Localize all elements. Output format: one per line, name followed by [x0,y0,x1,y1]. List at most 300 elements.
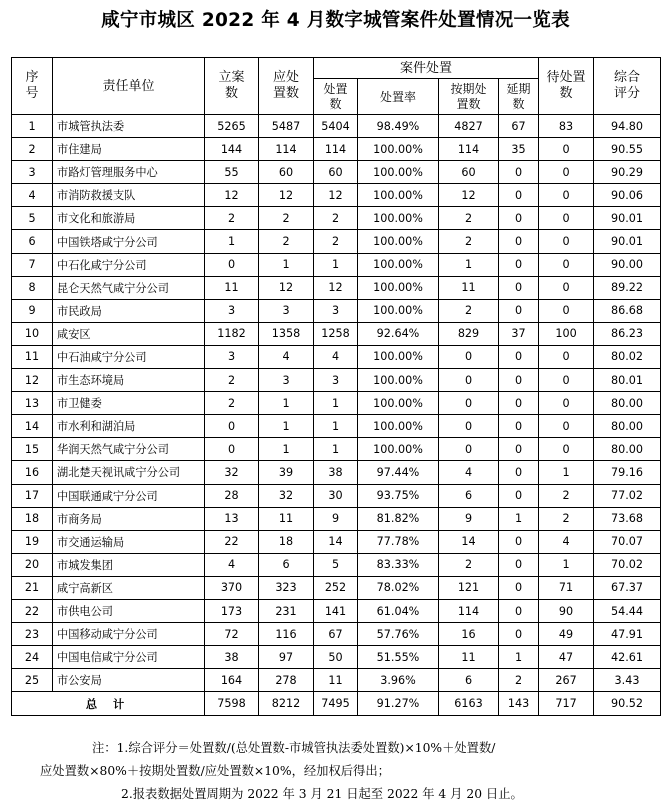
cell-unit: 中国电信咸宁分公司 [53,646,205,669]
cell-handled: 114 [314,138,358,161]
cell-pending: 1 [539,461,594,484]
cell-seq: 8 [12,276,53,299]
cell-handled: 12 [314,184,358,207]
cell-rate: 100.00% [358,184,439,207]
total-filed: 7598 [205,692,259,716]
cell-ontime: 4 [439,461,499,484]
cell-delayed: 2 [499,669,539,692]
cell-handled: 1258 [314,322,358,345]
total-delayed: 143 [499,692,539,716]
cell-seq: 15 [12,438,53,461]
cell-unit: 华润天然气咸宁分公司 [53,438,205,461]
cell-handled: 14 [314,530,358,553]
cell-seq: 2 [12,138,53,161]
header-delayed: 延期数 [499,79,539,115]
cell-filed: 144 [205,138,259,161]
cell-ontime: 14 [439,530,499,553]
cell-delayed: 0 [499,161,539,184]
cell-ontime: 2 [439,299,499,322]
cell-seq: 12 [12,369,53,392]
cell-handled: 252 [314,576,358,599]
table-row [12,276,661,299]
cell-pending: 90 [539,599,594,622]
cell-pending: 0 [539,184,594,207]
cell-due: 18 [259,530,314,553]
cell-handled: 1 [314,438,358,461]
cell-due: 1 [259,438,314,461]
cell-seq: 23 [12,623,53,646]
cell-delayed: 1 [499,646,539,669]
cell-rate: 100.00% [358,345,439,368]
cell-filed: 1182 [205,322,259,345]
cell-score: 80.01 [594,369,661,392]
cell-due: 1 [259,253,314,276]
cell-pending: 4 [539,530,594,553]
cell-score: 80.00 [594,415,661,438]
cell-seq: 19 [12,530,53,553]
table-row [12,484,661,507]
cell-ontime: 16 [439,623,499,646]
cell-filed: 0 [205,438,259,461]
cell-filed: 2 [205,369,259,392]
cell-score: 90.01 [594,230,661,253]
table-row [12,345,661,368]
cell-unit: 市生态环境局 [53,369,205,392]
cell-delayed: 0 [499,184,539,207]
cell-filed: 32 [205,461,259,484]
header-due: 应处置数 [259,58,314,115]
cell-unit: 市城发集团 [53,553,205,576]
cell-due: 231 [259,599,314,622]
cell-seq: 10 [12,322,53,345]
cell-seq: 3 [12,161,53,184]
cell-score: 90.06 [594,184,661,207]
cell-filed: 164 [205,669,259,692]
cell-rate: 100.00% [358,138,439,161]
cell-delayed: 0 [499,276,539,299]
cell-score: 86.68 [594,299,661,322]
cell-score: 77.02 [594,484,661,507]
cell-score: 80.02 [594,345,661,368]
cell-ontime: 2 [439,230,499,253]
header-pending: 待处置数 [539,58,594,115]
cell-rate: 100.00% [358,253,439,276]
cell-delayed: 67 [499,115,539,138]
cell-seq: 17 [12,484,53,507]
cell-ontime: 0 [439,392,499,415]
cell-unit: 中石化咸宁分公司 [53,253,205,276]
footnotes [40,737,665,806]
cell-delayed: 0 [499,345,539,368]
cell-handled: 3 [314,369,358,392]
cell-score: 73.68 [594,507,661,530]
cell-seq: 13 [12,392,53,415]
header-ontime: 按期处置数 [439,79,499,115]
cell-filed: 28 [205,484,259,507]
table-row [12,553,661,576]
cell-handled: 2 [314,230,358,253]
cell-delayed: 35 [499,138,539,161]
cell-score: 90.55 [594,138,661,161]
cell-seq: 20 [12,553,53,576]
cell-handled: 12 [314,276,358,299]
cell-unit: 湖北楚天视讯咸宁分公司 [53,461,205,484]
cell-filed: 13 [205,507,259,530]
cell-rate: 81.82% [358,507,439,530]
cell-rate: 100.00% [358,438,439,461]
cell-ontime: 0 [439,415,499,438]
cell-seq: 25 [12,669,53,692]
cell-score: 79.16 [594,461,661,484]
table-row [12,623,661,646]
cell-handled: 4 [314,345,358,368]
table-row [12,438,661,461]
cell-unit: 中国联通咸宁分公司 [53,484,205,507]
cell-rate: 100.00% [358,299,439,322]
cell-delayed: 0 [499,392,539,415]
cell-pending: 71 [539,576,594,599]
cell-ontime: 2 [439,553,499,576]
cell-due: 97 [259,646,314,669]
cell-seq: 21 [12,576,53,599]
cell-rate: 78.02% [358,576,439,599]
cell-handled: 1 [314,392,358,415]
cell-due: 1 [259,392,314,415]
table-row [12,369,661,392]
cell-due: 11 [259,507,314,530]
cell-ontime: 6 [439,484,499,507]
cell-seq: 7 [12,253,53,276]
cell-unit: 市卫健委 [53,392,205,415]
total-ontime: 6163 [439,692,499,716]
case-table [11,57,661,716]
cell-score: 67.37 [594,576,661,599]
cell-due: 1 [259,415,314,438]
cell-unit: 市城管执法委 [53,115,205,138]
cell-unit: 咸安区 [53,322,205,345]
header-unit: 责任单位 [53,58,205,115]
cell-seq: 22 [12,599,53,622]
cell-pending: 267 [539,669,594,692]
table-row [12,161,661,184]
cell-due: 278 [259,669,314,692]
cell-filed: 0 [205,415,259,438]
cell-pending: 0 [539,161,594,184]
cell-filed: 72 [205,623,259,646]
cell-unit: 市路灯管理服务中心 [53,161,205,184]
cell-due: 2 [259,207,314,230]
cell-pending: 2 [539,484,594,507]
cell-delayed: 0 [499,207,539,230]
cell-rate: 97.44% [358,461,439,484]
cell-ontime: 114 [439,599,499,622]
cell-pending: 0 [539,369,594,392]
total-label: 总 计 [12,692,205,716]
cell-delayed: 0 [499,484,539,507]
cell-filed: 55 [205,161,259,184]
cell-score: 90.00 [594,253,661,276]
cell-rate: 57.76% [358,623,439,646]
cell-rate: 3.96% [358,669,439,692]
cell-pending: 2 [539,507,594,530]
cell-seq: 14 [12,415,53,438]
cell-seq: 5 [12,207,53,230]
table-row [12,507,661,530]
cell-seq: 24 [12,646,53,669]
cell-rate: 77.78% [358,530,439,553]
cell-score: 3.43 [594,669,661,692]
cell-pending: 49 [539,623,594,646]
cell-due: 323 [259,576,314,599]
cell-pending: 0 [539,299,594,322]
cell-filed: 2 [205,207,259,230]
cell-due: 12 [259,276,314,299]
cell-rate: 83.33% [358,553,439,576]
cell-seq: 11 [12,345,53,368]
cell-handled: 11 [314,669,358,692]
cell-score: 86.23 [594,322,661,345]
cell-seq: 18 [12,507,53,530]
cell-due: 6 [259,553,314,576]
cell-seq: 6 [12,230,53,253]
cell-score: 94.80 [594,115,661,138]
cell-handled: 1 [314,415,358,438]
cell-due: 3 [259,299,314,322]
header-case-group: 案件处置 [314,58,539,79]
cell-unit: 中石油咸宁分公司 [53,345,205,368]
cell-delayed: 1 [499,507,539,530]
cell-pending: 0 [539,230,594,253]
cell-due: 60 [259,161,314,184]
cell-delayed: 0 [499,415,539,438]
cell-rate: 92.64% [358,322,439,345]
cell-handled: 141 [314,599,358,622]
total-pending: 717 [539,692,594,716]
cell-unit: 中国移动咸宁分公司 [53,623,205,646]
cell-delayed: 0 [499,599,539,622]
cell-unit: 市公安局 [53,669,205,692]
cell-delayed: 0 [499,253,539,276]
cell-seq: 4 [12,184,53,207]
cell-delayed: 0 [499,369,539,392]
cell-score: 89.22 [594,276,661,299]
cell-handled: 2 [314,207,358,230]
cell-ontime: 829 [439,322,499,345]
header-rate: 处置率 [358,79,439,115]
cell-ontime: 11 [439,276,499,299]
table-row [12,669,661,692]
table-row [12,415,661,438]
header-handled: 处置数 [314,79,358,115]
cell-due: 1358 [259,322,314,345]
cell-pending: 83 [539,115,594,138]
cell-pending: 0 [539,392,594,415]
note-line-1: 注：1.综合评分＝处置数/(总处置数-市城管执法委处置数)×10%＋处置数/ [92,741,496,755]
cell-filed: 4 [205,553,259,576]
cell-ontime: 0 [439,438,499,461]
cell-pending: 47 [539,646,594,669]
table-row [12,576,661,599]
cell-ontime: 60 [439,161,499,184]
total-row [12,692,661,716]
cell-rate: 61.04% [358,599,439,622]
table-row [12,253,661,276]
cell-due: 12 [259,184,314,207]
cell-rate: 100.00% [358,207,439,230]
cell-filed: 3 [205,299,259,322]
cell-handled: 3 [314,299,358,322]
cell-pending: 0 [539,345,594,368]
cell-seq: 9 [12,299,53,322]
cell-score: 70.02 [594,553,661,576]
cell-score: 80.00 [594,438,661,461]
cell-unit: 市文化和旅游局 [53,207,205,230]
cell-unit: 昆仑天然气咸宁分公司 [53,276,205,299]
cell-score: 90.29 [594,161,661,184]
cell-ontime: 0 [439,369,499,392]
cell-due: 2 [259,230,314,253]
cell-delayed: 37 [499,322,539,345]
cell-seq: 16 [12,461,53,484]
cell-due: 114 [259,138,314,161]
cell-ontime: 114 [439,138,499,161]
cell-ontime: 4827 [439,115,499,138]
table-row [12,115,661,138]
cell-pending: 0 [539,276,594,299]
cell-ontime: 0 [439,345,499,368]
total-handled: 7495 [314,692,358,716]
cell-pending: 0 [539,138,594,161]
cell-unit: 中国铁塔咸宁分公司 [53,230,205,253]
cell-filed: 38 [205,646,259,669]
cell-unit: 咸宁高新区 [53,576,205,599]
cell-filed: 11 [205,276,259,299]
cell-filed: 12 [205,184,259,207]
cell-pending: 1 [539,553,594,576]
cell-rate: 100.00% [358,161,439,184]
cell-unit: 市住建局 [53,138,205,161]
cell-filed: 0 [205,253,259,276]
note-line-3: 2.报表数据处置周期为 2022 年 3 月 21 日起至 2022 年 4 月 20 日止。 [121,787,523,801]
cell-rate: 100.00% [358,276,439,299]
cell-filed: 5265 [205,115,259,138]
cell-score: 90.01 [594,207,661,230]
cell-delayed: 0 [499,576,539,599]
cell-filed: 1 [205,230,259,253]
cell-handled: 67 [314,623,358,646]
cell-filed: 370 [205,576,259,599]
cell-handled: 50 [314,646,358,669]
cell-handled: 60 [314,161,358,184]
cell-delayed: 0 [499,230,539,253]
cell-due: 116 [259,623,314,646]
cell-handled: 30 [314,484,358,507]
total-score: 90.52 [594,692,661,716]
cell-pending: 0 [539,253,594,276]
cell-delayed: 0 [499,299,539,322]
cell-pending: 0 [539,207,594,230]
header-filed: 立案数 [205,58,259,115]
cell-score: 42.61 [594,646,661,669]
cell-rate: 100.00% [358,415,439,438]
cell-delayed: 0 [499,461,539,484]
cell-unit: 市商务局 [53,507,205,530]
cell-filed: 173 [205,599,259,622]
cell-due: 39 [259,461,314,484]
cell-score: 47.91 [594,623,661,646]
cell-unit: 市消防救援支队 [53,184,205,207]
cell-ontime: 11 [439,646,499,669]
cell-due: 32 [259,484,314,507]
cell-due: 3 [259,369,314,392]
header-score: 综合评分 [594,58,661,115]
total-due: 8212 [259,692,314,716]
cell-handled: 5 [314,553,358,576]
cell-unit: 市交通运输局 [53,530,205,553]
cell-handled: 38 [314,461,358,484]
cell-pending: 100 [539,322,594,345]
cell-delayed: 0 [499,623,539,646]
cell-score: 80.00 [594,392,661,415]
cell-unit: 市供电公司 [53,599,205,622]
note-line-2: 应处置数×80%＋按期处置数/应处置数×10%，经加权后得出； [40,764,390,778]
cell-pending: 0 [539,415,594,438]
cell-filed: 2 [205,392,259,415]
cell-ontime: 6 [439,669,499,692]
page-title: 咸宁市城区 2022 年 4 月数字城管案件处置情况一览表 [101,10,570,31]
cell-ontime: 9 [439,507,499,530]
cell-unit: 市水利和湖泊局 [53,415,205,438]
cell-delayed: 0 [499,530,539,553]
cell-filed: 22 [205,530,259,553]
cell-ontime: 2 [439,207,499,230]
cell-rate: 98.49% [358,115,439,138]
cell-due: 5487 [259,115,314,138]
table-row [12,138,661,161]
cell-rate: 93.75% [358,484,439,507]
cell-seq: 1 [12,115,53,138]
header-seq: 序号 [12,58,53,115]
table-row [12,530,661,553]
cell-rate: 100.00% [358,230,439,253]
total-rate: 91.27% [358,692,439,716]
table-row [12,299,661,322]
cell-rate: 100.00% [358,392,439,415]
cell-score: 70.07 [594,530,661,553]
cell-delayed: 0 [499,438,539,461]
cell-pending: 0 [539,438,594,461]
table-row [12,392,661,415]
cell-filed: 3 [205,345,259,368]
table-row [12,230,661,253]
table-row [12,184,661,207]
cell-score: 54.44 [594,599,661,622]
cell-ontime: 12 [439,184,499,207]
cell-rate: 51.55% [358,646,439,669]
table-row [12,599,661,622]
cell-due: 4 [259,345,314,368]
table-row [12,646,661,669]
table-row [12,207,661,230]
table-row [12,461,661,484]
cell-handled: 9 [314,507,358,530]
cell-handled: 1 [314,253,358,276]
cell-ontime: 1 [439,253,499,276]
cell-ontime: 121 [439,576,499,599]
table-row [12,322,661,345]
cell-handled: 5404 [314,115,358,138]
cell-unit: 市民政局 [53,299,205,322]
